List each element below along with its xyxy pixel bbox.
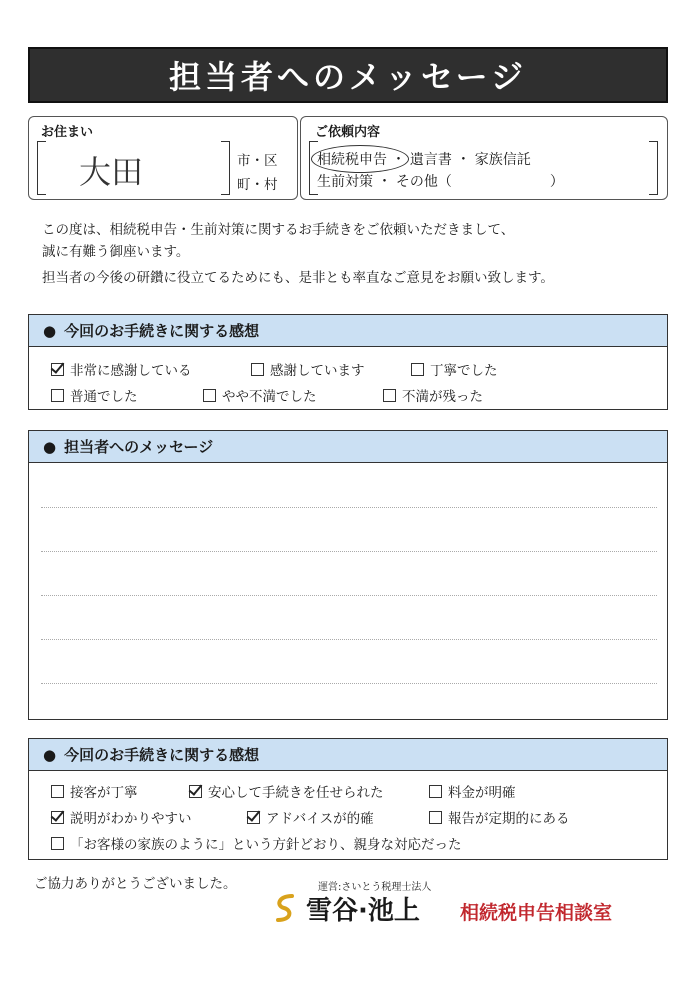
option-checkbox[interactable]: 非常に感謝している xyxy=(51,359,192,379)
impression-options-box xyxy=(28,770,668,860)
option-checkbox[interactable]: 普通でした xyxy=(51,385,138,405)
address-box xyxy=(28,116,298,200)
option-checkbox[interactable]: アドバイスが的確 xyxy=(247,807,374,827)
bracket-left xyxy=(37,141,46,195)
section-heading-text: 担当者へのメッセージ xyxy=(64,438,214,456)
brand-name: 雪谷·池上 xyxy=(306,896,420,926)
option-checkbox[interactable]: 接客が丁寧 xyxy=(51,781,138,801)
checkbox-icon[interactable] xyxy=(51,389,64,402)
checkbox-icon[interactable] xyxy=(51,785,64,798)
operator-text: 運営:さいとう税理士法人 xyxy=(318,882,432,893)
option-checkbox[interactable]: やや不満でした xyxy=(203,385,317,405)
checkbox-icon[interactable] xyxy=(203,389,216,402)
brand-logo-icon xyxy=(270,892,302,924)
option-checkbox[interactable]: 丁寧でした xyxy=(411,359,498,379)
checkbox-icon[interactable] xyxy=(251,363,264,376)
address-suffix-city: 市・区 xyxy=(237,153,278,169)
address-suffix-town: 町・村 xyxy=(237,177,278,193)
intro-line: 誠に有難う御座います。 xyxy=(42,244,190,260)
writing-line xyxy=(41,595,657,596)
writing-line xyxy=(41,507,657,508)
request-box xyxy=(300,116,668,200)
writing-line xyxy=(41,551,657,552)
checkbox-icon[interactable] xyxy=(247,811,260,824)
request-options-line1: 相続税申告 ・ 遺言書 ・ 家族信託 xyxy=(317,152,531,168)
section-heading xyxy=(28,738,668,770)
request-options-line2: 生前対策 ・ その他（ ） xyxy=(317,174,564,190)
brand-subtitle: 相続税申告相談室 xyxy=(460,902,613,924)
section-heading xyxy=(28,430,668,462)
address-label: お住まい xyxy=(41,125,94,140)
section-heading-text: 今回のお手続きに関する感想 xyxy=(64,322,260,340)
bracket-right xyxy=(221,141,230,195)
message-area[interactable] xyxy=(28,462,668,720)
section-heading-text: 今回のお手続きに関する感想 xyxy=(64,746,260,764)
bullet-icon: ● xyxy=(43,437,57,456)
option-checkbox[interactable]: 「お客様の家族のように」という方針どおり、親身な対応だった xyxy=(51,833,462,853)
writing-line xyxy=(41,683,657,684)
checkbox-icon[interactable] xyxy=(429,785,442,798)
section-heading xyxy=(28,314,668,346)
thanks-text: ご協力ありがとうございました。 xyxy=(34,876,237,892)
writing-line xyxy=(41,639,657,640)
option-checkbox[interactable]: 報告が定期的にある xyxy=(429,807,570,827)
option-checkbox[interactable]: 安心して手続きを任せられた xyxy=(189,781,384,801)
intro-line: 担当者の今後の研鑽に役立てるためにも、是非とも率直なご意見をお願い致します。 xyxy=(42,270,554,286)
bullet-icon: ● xyxy=(43,745,57,764)
option-checkbox[interactable]: 説明がわかりやすい xyxy=(51,807,192,827)
intro-line: この度は、相続税申告・生前対策に関するお手続きをご依頼いただきまして、 xyxy=(42,222,515,238)
option-checkbox[interactable]: 不満が残った xyxy=(383,385,483,405)
bullet-icon: ● xyxy=(43,321,57,340)
checkbox-icon[interactable] xyxy=(411,363,424,376)
checkbox-icon[interactable] xyxy=(51,363,64,376)
checkbox-icon[interactable] xyxy=(51,837,64,850)
request-label: ご依頼内容 xyxy=(315,125,381,140)
page-title: 担当者へのメッセージ xyxy=(28,47,668,103)
bracket-right xyxy=(649,141,658,195)
checkbox-icon[interactable] xyxy=(189,785,202,798)
checkbox-icon[interactable] xyxy=(429,811,442,824)
option-checkbox[interactable]: 料金が明確 xyxy=(429,781,516,801)
impression-options-box xyxy=(28,346,668,410)
checkbox-icon[interactable] xyxy=(51,811,64,824)
checkbox-icon[interactable] xyxy=(383,389,396,402)
option-checkbox[interactable]: 感謝しています xyxy=(251,359,365,379)
address-value: 大田 xyxy=(79,153,144,191)
